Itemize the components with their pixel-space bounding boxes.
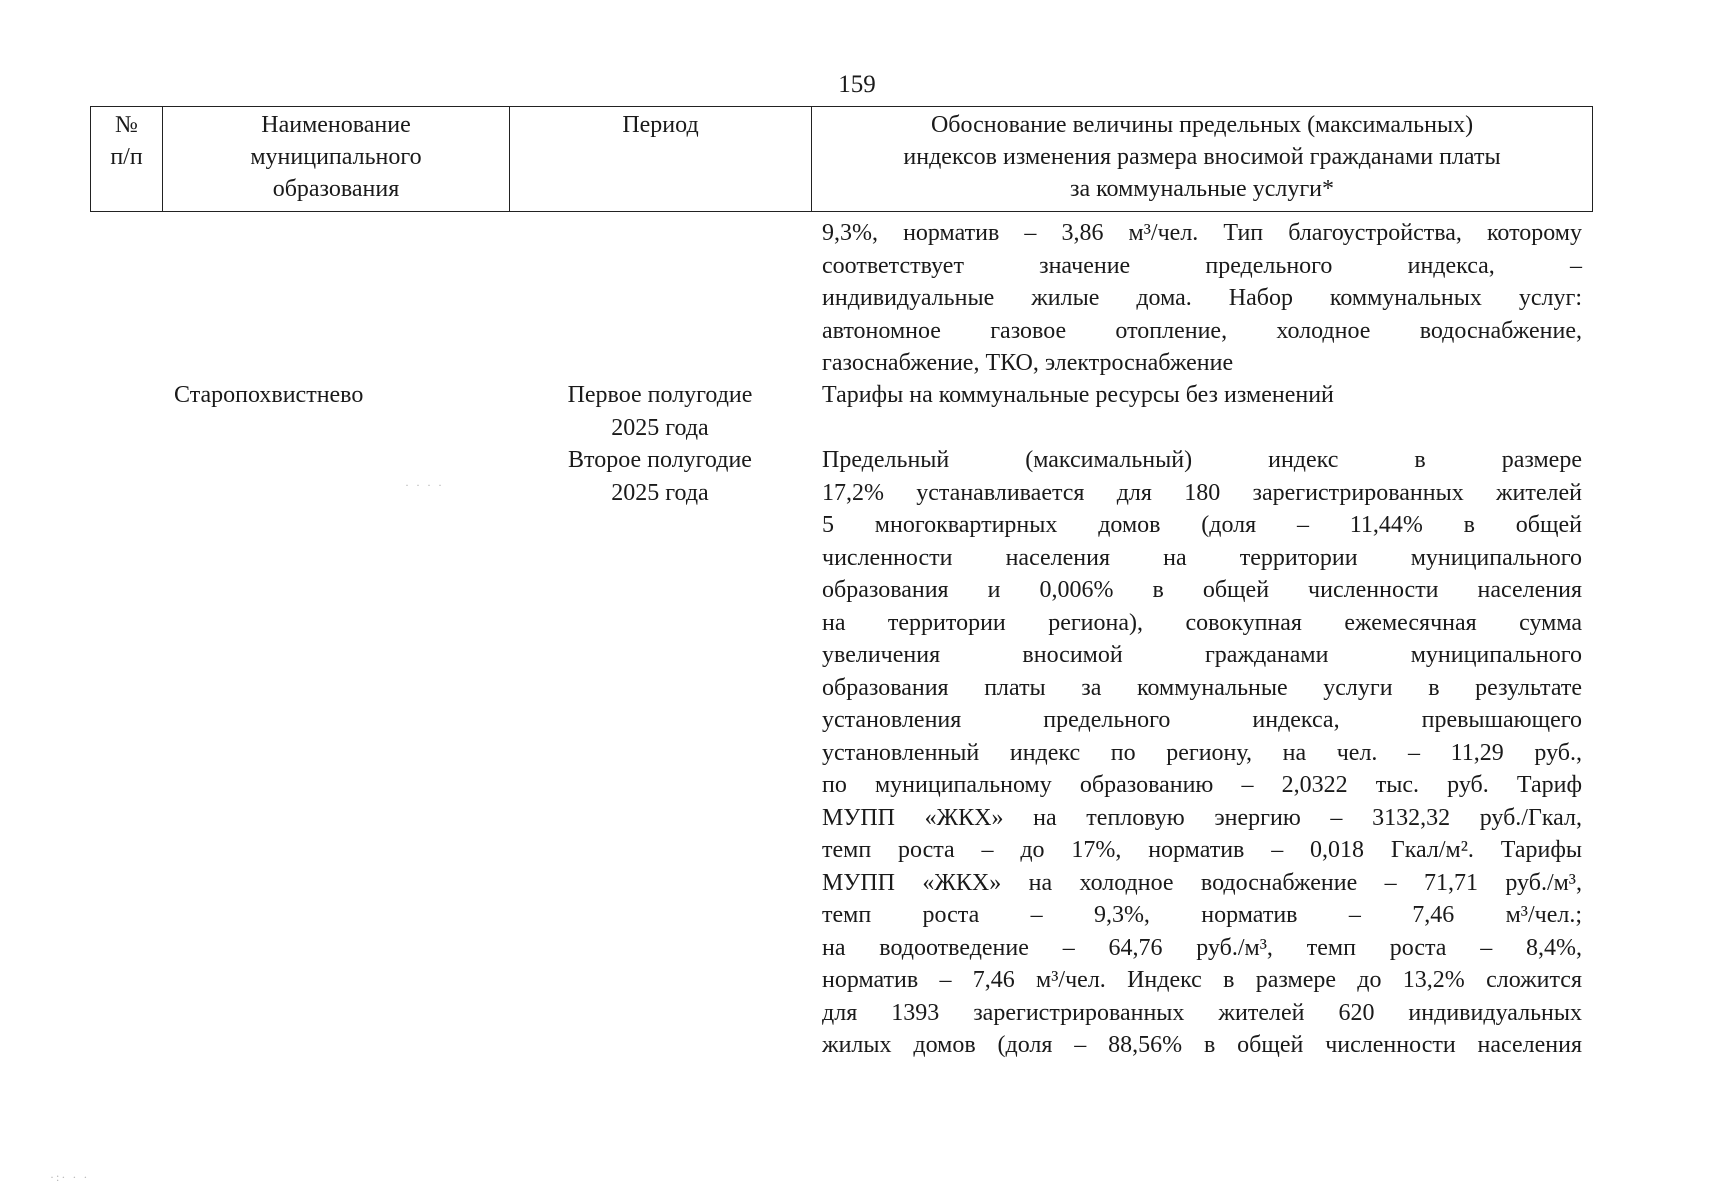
justification-line: 17,2% устанавливается для 180 зарегистрированных жителей [822, 479, 1582, 506]
period-first-half [540, 379, 780, 444]
justification-line: установления предельного индекса, превышающего [822, 707, 1582, 733]
justification-line: темп роста – до 17%, норматив – 0,018 Гкал/м². Тарифы [822, 837, 1582, 863]
scan-noise: · · · · [405, 478, 444, 492]
header-municipality-line-2: муниципального [250, 144, 422, 170]
header-justification-line-3: за коммунальные услуги* [1069, 176, 1335, 202]
justification-line: Предельный (максимальный) индекс в размере [822, 447, 1582, 473]
justification-line: на территории региона), совокупная ежемесячная сумма [822, 609, 1582, 636]
period-line: Второе полугодие [568, 447, 752, 473]
period-second-half [540, 444, 780, 509]
justification-second-half [822, 444, 1582, 1062]
justification-line: по муниципальному образованию – 2,0322 тыс. руб. Тариф [822, 772, 1582, 798]
justification-line: норматив – 7,46 м³/чел. Индекс в размере до 13,2% сложится [822, 967, 1582, 993]
header-municipality-line-3: образования [272, 176, 400, 202]
table-header [90, 106, 1593, 212]
justification-line: на водоотведение – 64,76 руб./м³, темп роста – 8,4%, [822, 934, 1582, 961]
justification-line: МУПП «ЖКХ» на тепловую энергию – 3132,32 руб./Гкал, [822, 804, 1582, 831]
period-line: 2025 года [611, 479, 709, 506]
header-cell-number [91, 107, 163, 212]
header-number-line-1: № [115, 112, 138, 138]
justification-line: жилых домов (доля – 88,56% в общей численности населения [822, 1032, 1582, 1058]
justification-line: образования платы за коммунальные услуги в результате [822, 674, 1582, 701]
justification-line: численности населения на территории муниципального [822, 544, 1582, 571]
justification-line: Тарифы на коммунальные ресурсы без изменений [822, 382, 1334, 408]
header-cell-period [510, 107, 812, 212]
header-cell-justification [812, 107, 1593, 212]
continuation-text [822, 217, 1582, 380]
header-number-line-2: п/п [110, 144, 143, 170]
header-justification-line-2: индексов изменения размера вносимой гражданами платы [903, 144, 1501, 170]
justification-first-half [822, 379, 1582, 412]
header-period-label: Период [622, 112, 699, 138]
continuation-line: газоснабжение, ТКО, электроснабжение [822, 350, 1234, 376]
header-municipality-line-1: Наименование [261, 112, 411, 138]
justification-line: образования и 0,006% в общей численности населения [822, 577, 1582, 603]
justification-line: темп роста – 9,3%, норматив – 7,46 м³/чел.; [822, 902, 1582, 928]
scan-noise: ·:· · · [50, 1170, 90, 1184]
continuation-line: индивидуальные жилые дома. Набор коммунальных услуг: [822, 285, 1582, 311]
continuation-line: соответствует значение предельного индекса, – [822, 252, 1582, 279]
header-cell-municipality [163, 107, 510, 212]
justification-line: МУПП «ЖКХ» на холодное водоснабжение – 71,71 руб./м³, [822, 869, 1582, 896]
justification-line: установленный индекс по региону, на чел. – 11,29 руб., [822, 739, 1582, 766]
continuation-line: автономное газовое отопление, холодное водоснабжение, [822, 317, 1582, 344]
continuation-line: 9,3%, норматив – 3,86 м³/чел. Тип благоустройства, которому [822, 220, 1582, 246]
justification-line: 5 многоквартирных домов (доля – 11,44% в общей [822, 512, 1582, 538]
period-line: Первое полугодие [567, 382, 753, 408]
justification-line: для 1393 зарегистрированных жителей 620 индивидуальных [822, 999, 1582, 1026]
justification-line: увеличения вносимой гражданами муниципального [822, 642, 1582, 668]
page-number: 159 [838, 71, 876, 98]
period-line: 2025 года [611, 414, 709, 441]
municipality-name: Старопохвистнево [174, 382, 364, 408]
header-justification-line-1: Обоснование величины предельных (максимальных) [930, 112, 1474, 138]
